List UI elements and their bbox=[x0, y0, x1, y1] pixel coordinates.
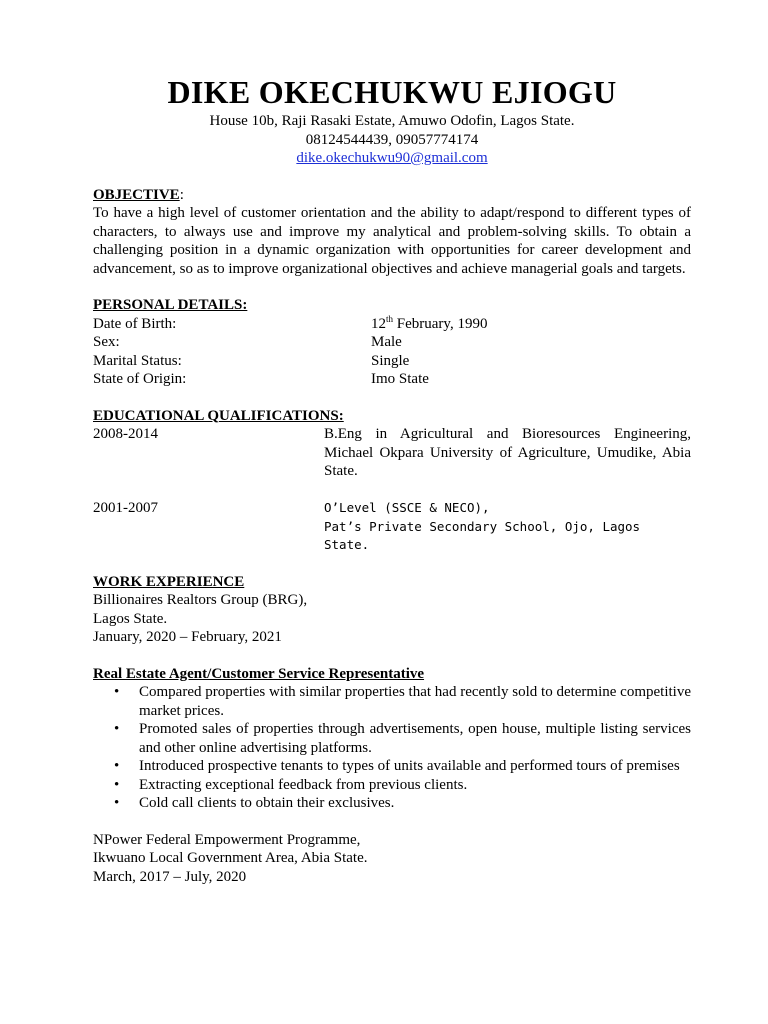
duty-text: Extracting exceptional feedback from previous clients. bbox=[139, 776, 468, 793]
objective-text: To have a high level of customer orientation and the ability to adapt/respond to different types of characters, to always use and improve my analytical and problem-solving skills. To obtain a challenging position in a dynamic organization with opportunities for career development and advancement, so as to improve organizational objectives and achieve managerial goals and targets. bbox=[93, 205, 691, 277]
marital-status-label: Marital Status: bbox=[93, 352, 182, 369]
bullet-icon: • bbox=[114, 795, 120, 811]
duty-text: Introduced prospective tenants to types of units available and performed tours of premises bbox=[139, 758, 680, 774]
job1-duties-list bbox=[93, 683, 691, 813]
objective-heading: OBJECTIVE bbox=[93, 186, 180, 203]
email-link[interactable]: dike.okechukwu90@gmail.com bbox=[296, 150, 488, 166]
personal-details-section bbox=[93, 296, 691, 389]
education-entry bbox=[93, 425, 691, 481]
education-section bbox=[93, 407, 691, 555]
sex-value: Male bbox=[371, 334, 402, 350]
job1-role-title: Real Estate Agent/Customer Service Representative bbox=[93, 665, 425, 682]
objective-heading-colon: : bbox=[179, 186, 184, 203]
phone-line: 08124544439, 09057774174 bbox=[305, 131, 479, 148]
education-degree: B.Eng in Agricultural and Bioresources Engineering, Michael Okpara University of Agriculture, Umudike, Abia State. bbox=[324, 426, 691, 479]
education-years: 2001-2007 bbox=[93, 500, 158, 516]
bullet-icon: • bbox=[114, 684, 120, 700]
education-olevel: O’Level (SSCE & NECO), bbox=[324, 500, 490, 515]
marital-status-value: Single bbox=[371, 352, 410, 369]
sex-label: Sex: bbox=[93, 334, 120, 350]
candidate-name: DIKE OKECHUKWU EJIOGU bbox=[167, 74, 617, 110]
objective-section bbox=[93, 186, 691, 279]
education-years: 2008-2014 bbox=[93, 426, 158, 442]
education-entry bbox=[93, 499, 691, 555]
contact-block bbox=[93, 112, 691, 168]
dob-day: 12 bbox=[371, 315, 386, 332]
education-school-name: Pat’s Private Secondary School, Ojo, Lagos State. bbox=[324, 518, 641, 552]
personal-row bbox=[93, 333, 691, 352]
state-of-origin-value: Imo State bbox=[371, 371, 429, 387]
bullet-icon: • bbox=[114, 776, 120, 793]
job2-location: Ikwuano Local Government Area, Abia State. bbox=[93, 850, 368, 866]
job2-company: NPower Federal Empowerment Programme, bbox=[93, 831, 361, 848]
duty-text: Promoted sales of properties through advertisements, open house, multiple listing services and other online advertising platforms. bbox=[139, 721, 691, 756]
personal-row bbox=[93, 352, 691, 371]
resume-page bbox=[93, 72, 691, 886]
dob-month-year: February, 1990 bbox=[393, 315, 488, 332]
job2-block bbox=[93, 831, 691, 887]
spacer bbox=[93, 481, 691, 500]
job1-period: January, 2020 – February, 2021 bbox=[93, 629, 282, 645]
education-heading: EDUCATIONAL QUALIFICATIONS: bbox=[93, 407, 344, 424]
work-experience-section bbox=[93, 573, 691, 887]
list-item bbox=[93, 720, 691, 757]
personal-details-heading: PERSONAL DETAILS: bbox=[93, 297, 248, 313]
state-of-origin-label: State of Origin: bbox=[93, 371, 187, 387]
list-item bbox=[93, 757, 691, 776]
job1-location: Lagos State. bbox=[93, 610, 168, 627]
dob-value bbox=[371, 315, 487, 334]
address-line: House 10b, Raji Rasaki Estate, Amuwo Odofin, Lagos State. bbox=[209, 113, 575, 129]
list-item bbox=[93, 794, 691, 813]
job2-period: March, 2017 – July, 2020 bbox=[93, 868, 247, 885]
job1-company: Billionaires Realtors Group (BRG), bbox=[93, 592, 308, 608]
bullet-icon: • bbox=[114, 758, 120, 774]
job1-role-block bbox=[93, 665, 691, 813]
list-item bbox=[93, 776, 691, 795]
duty-text: Compared properties with similar properties that had recently sold to determine competitive market prices. bbox=[139, 684, 691, 719]
personal-row bbox=[93, 370, 691, 389]
dob-suffix: th bbox=[386, 313, 394, 324]
education-school bbox=[324, 499, 691, 555]
bullet-icon: • bbox=[114, 721, 120, 737]
duty-text: Cold call clients to obtain their exclusives. bbox=[139, 795, 395, 811]
dob-label: Date of Birth: bbox=[93, 315, 177, 332]
work-experience-heading: WORK EXPERIENCE bbox=[93, 573, 245, 590]
personal-row bbox=[93, 315, 691, 334]
list-item bbox=[93, 683, 691, 720]
